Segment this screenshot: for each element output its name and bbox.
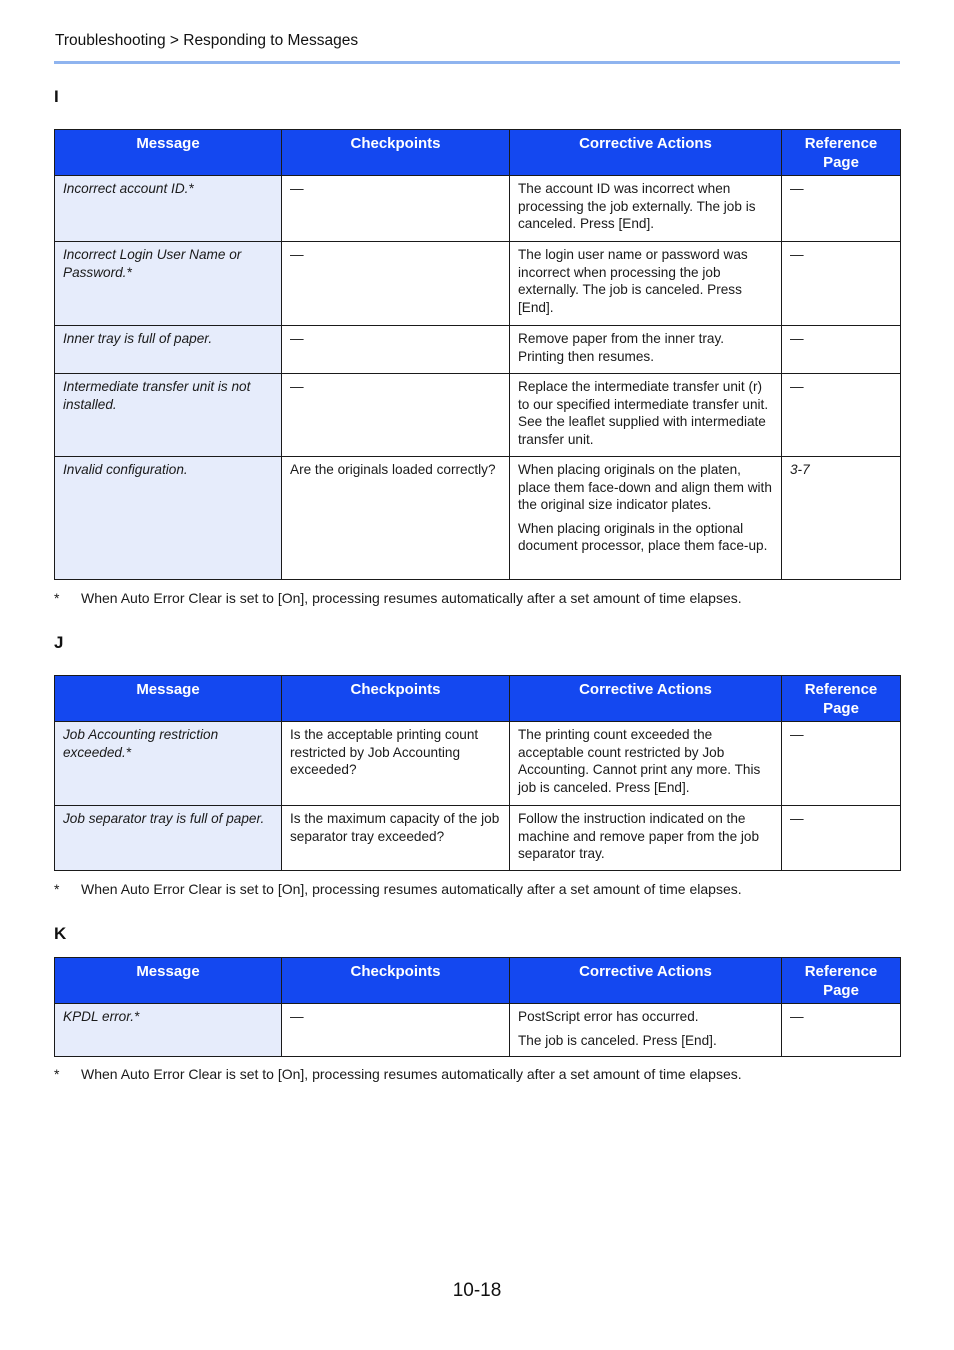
footnote-marker: * [54,1066,60,1082]
checkpoints-cell: Is the maximum capacity of the job separator tray exceeded? [282,806,510,871]
message-cell: Job Accounting restriction exceeded.* [55,722,282,806]
footnote-text: When Auto Error Clear is set to [On], processing resumes automatically after a set amount of time elapses. [81,1066,742,1082]
header-rule [54,61,900,64]
action-text: When placing originals on the platen, place them face-down and align them with the original size indicator plates. [518,462,772,512]
message-cell: Incorrect account ID.* [55,176,282,242]
table-header-row [55,130,901,176]
message-cell: Job separator tray is full of paper. [55,806,282,871]
table-row [55,1004,901,1057]
page-number: 10-18 [452,1280,502,1301]
reference-page-cell: — [782,374,901,457]
corrective-actions-cell [510,1004,782,1057]
breadcrumb: Troubleshooting > Responding to Messages [55,32,359,49]
section-letter-j: J [54,633,64,652]
reference-page-cell: 3-7 [782,457,901,580]
column-header-corrective-actions: Corrective Actions [510,958,782,1004]
footnote-i [54,590,742,606]
action-text: The job is canceled. Press [End]. [518,1032,717,1048]
column-header-reference-page: Reference Page [782,130,901,176]
action-text: When placing originals in the optional document processor, place them face-up. [518,520,768,553]
action-text: The account ID was incorrect when processing the job externally. The job is canceled. Press [End]. [518,181,756,231]
corrective-actions-cell [510,176,782,242]
corrective-actions-cell [510,326,782,374]
checkpoints-cell: — [282,1004,510,1057]
footnote-k [54,1066,742,1082]
message-cell: Invalid configuration. [55,457,282,580]
column-header-message: Message [55,676,282,722]
corrective-actions-cell [510,242,782,326]
footnote-text: When Auto Error Clear is set to [On], processing resumes automatically after a set amount of time elapses. [81,881,742,897]
section-letter-i: I [54,87,59,106]
message-cell: Intermediate transfer unit is not installed. [55,374,282,457]
action-text: The login user name or password was incorrect when processing the job externally. The job is canceled. Press [End]. [518,247,748,315]
column-header-checkpoints: Checkpoints [282,958,510,1004]
footnote-text: When Auto Error Clear is set to [On], processing resumes automatically after a set amount of time elapses. [81,590,742,606]
messages-table-j [54,675,901,871]
checkpoints-cell: — [282,374,510,457]
checkpoints-cell: — [282,242,510,326]
reference-page-cell: — [782,722,901,806]
table-row [55,242,901,326]
corrective-actions-cell [510,806,782,871]
table-row [55,176,901,242]
message-cell: KPDL error.* [55,1004,282,1057]
column-header-reference-page: Reference Page [782,676,901,722]
action-text: Follow the instruction indicated on the machine and remove paper from the job separator tray. [518,811,760,861]
checkpoints-cell: Are the originals loaded correctly? [282,457,510,580]
corrective-actions-cell [510,722,782,806]
table-row [55,722,901,806]
column-header-checkpoints: Checkpoints [282,130,510,176]
table-row [55,374,901,457]
section-letter-k: K [54,924,67,943]
message-cell: Incorrect Login User Name or Password.* [55,242,282,326]
checkpoints-cell: — [282,326,510,374]
column-header-message: Message [55,958,282,1004]
table-row [55,326,901,374]
reference-page-cell: — [782,242,901,326]
column-header-reference-page: Reference Page [782,958,901,1004]
corrective-actions-cell [510,457,782,580]
table-row [55,806,901,871]
action-text: Replace the intermediate transfer unit (r) to our specified intermediate transfer unit. See the leaflet supplied with intermediate transfer unit. [518,379,769,447]
messages-table-i [54,129,901,580]
messages-table-k [54,957,901,1057]
column-header-corrective-actions: Corrective Actions [510,676,782,722]
checkpoints-cell: Is the acceptable printing count restricted by Job Accounting exceeded? [282,722,510,806]
reference-page-cell: — [782,176,901,242]
corrective-actions-cell [510,374,782,457]
action-text: The printing count exceeded the acceptable count restricted by Job Accounting. Cannot print any more. This job is canceled. Press [End]. [518,727,761,795]
action-text: Remove paper from the inner tray. Printing then resumes. [518,331,725,364]
footnote-marker: * [54,590,60,606]
footnote-j [54,881,742,897]
footnote-marker: * [54,881,60,897]
table-row [55,457,901,580]
column-header-checkpoints: Checkpoints [282,676,510,722]
checkpoints-cell: — [282,176,510,242]
action-text: PostScript error has occurred. [518,1009,699,1024]
column-header-corrective-actions: Corrective Actions [510,130,782,176]
table-header-row [55,676,901,722]
reference-page-cell: — [782,326,901,374]
reference-page-cell: — [782,806,901,871]
reference-page-cell: — [782,1004,901,1057]
message-cell: Inner tray is full of paper. [55,326,282,374]
column-header-message: Message [55,130,282,176]
page-number-container [0,1280,954,1302]
table-header-row [55,958,901,1004]
